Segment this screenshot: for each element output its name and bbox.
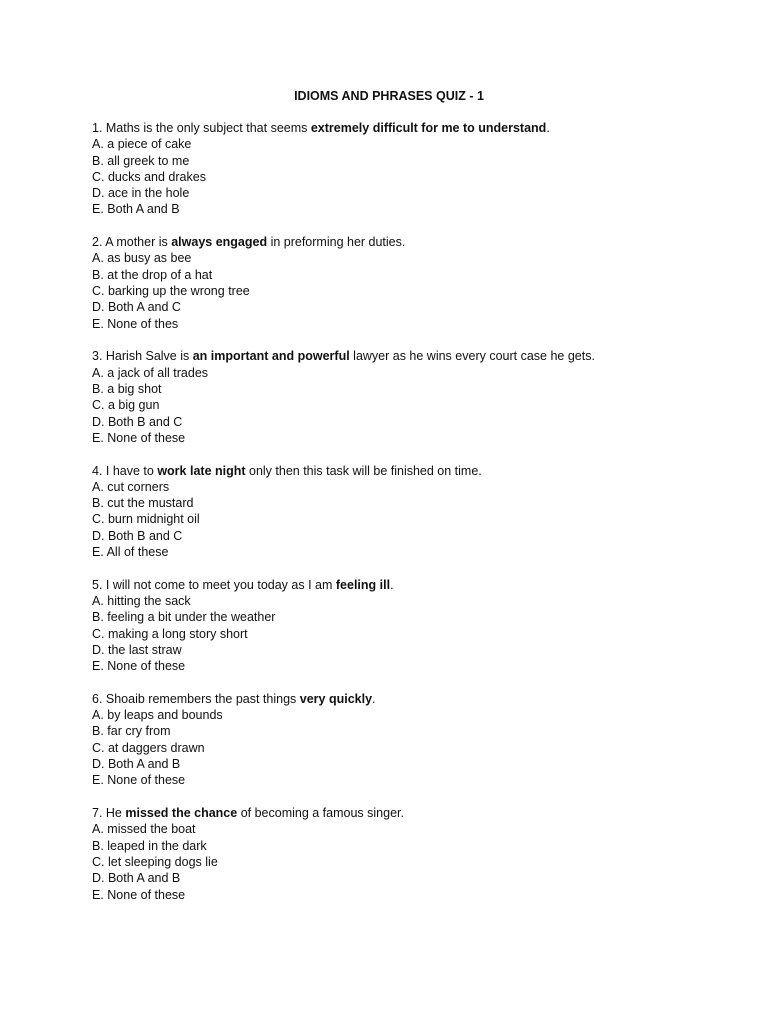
option-e: E. All of these <box>92 545 169 559</box>
question-stem <box>92 805 732 821</box>
option-a: A. a jack of all trades <box>92 365 209 380</box>
stem-text: 6. Shoaib remembers the past things <box>92 691 300 706</box>
option-d: D. Both B and C <box>92 414 183 429</box>
option-c: C. a big gun <box>92 398 160 413</box>
option-b: B. far cry from <box>92 724 171 739</box>
stem-text: 5. I will not come to meet you today as I am <box>92 577 336 592</box>
option-e: E. None of thes <box>92 316 179 331</box>
stem-bold-phrase: missed the chance <box>125 806 238 821</box>
option-c: C. making a long story short <box>92 626 248 641</box>
question-stem <box>92 577 732 593</box>
stem-text: 3. Harish Salve is <box>92 349 193 364</box>
question-stem <box>92 691 732 707</box>
question-list <box>92 120 732 919</box>
page-title: IDIOMS AND PHRASES QUIZ - 1 <box>294 89 484 103</box>
question-stem <box>92 348 732 364</box>
question-stem <box>92 120 732 136</box>
stem-bold-phrase: an important and powerful <box>192 349 350 364</box>
option-a: A. as busy as bee <box>92 251 192 266</box>
stem-text-end: only then this task will be finished on time. <box>245 463 482 478</box>
question-4 <box>92 463 732 561</box>
question-3 <box>92 348 732 446</box>
question-5 <box>92 577 732 675</box>
question-stem <box>92 463 732 479</box>
stem-text: 4. I have to <box>92 463 158 478</box>
stem-text-end: . <box>390 577 394 592</box>
question-1 <box>92 120 732 218</box>
option-e: E. None of these <box>92 773 186 788</box>
stem-text-end: of becoming a famous singer. <box>237 806 404 821</box>
option-a: A. by leaps and bounds <box>92 708 223 723</box>
question-7 <box>92 805 732 903</box>
stem-text: 2. A mother is <box>92 235 172 250</box>
stem-bold-phrase: always engaged <box>171 235 268 250</box>
stem-bold-phrase: extremely difficult for me to understand <box>310 121 547 135</box>
option-a: A. cut corners <box>92 479 170 494</box>
option-d: D. Both A and B <box>92 757 181 772</box>
question-stem <box>92 234 732 250</box>
option-b: B. all greek to me <box>92 153 190 168</box>
question-2 <box>92 234 732 332</box>
option-b: B. at the drop of a hat <box>92 267 213 282</box>
stem-text-end: . <box>372 691 376 706</box>
option-d: D. the last straw <box>92 642 182 657</box>
option-a: A. hitting the sack <box>92 593 191 608</box>
option-a: A. a piece of cake <box>92 137 192 152</box>
option-e: E. None of these <box>92 659 186 674</box>
option-c: C. at daggers drawn <box>92 740 205 755</box>
option-d: D. Both A and C <box>92 300 181 315</box>
option-e: E. None of these <box>92 430 186 445</box>
stem-bold-phrase: very quickly <box>299 691 373 706</box>
option-b: B. a big shot <box>92 381 162 396</box>
question-6 <box>92 691 732 789</box>
stem-text-end: . <box>546 121 550 135</box>
option-e: E. None of these <box>92 887 186 902</box>
stem-text-end: in preforming her duties. <box>267 235 406 250</box>
option-b: B. leaped in the dark <box>92 838 207 853</box>
option-a: A. missed the boat <box>92 822 196 837</box>
option-c: C. burn midnight oil <box>92 512 200 527</box>
stem-text: 1. Maths is the only subject that seems <box>92 121 311 135</box>
stem-text-end: lawyer as he wins every court case he gets. <box>349 349 595 364</box>
option-d: D. Both B and C <box>92 528 183 543</box>
option-c: C. barking up the wrong tree <box>92 284 250 299</box>
option-b: B. cut the mustard <box>92 496 194 511</box>
option-c: C. let sleeping dogs lie <box>92 854 218 869</box>
stem-bold-phrase: work late night <box>157 463 246 478</box>
option-d: D. ace in the hole <box>92 186 190 201</box>
stem-bold-phrase: feeling ill <box>335 577 391 592</box>
option-b: B. feeling a bit under the weather <box>92 610 276 625</box>
option-e: E. Both A and B <box>92 202 180 217</box>
stem-text: 7. He <box>92 806 126 821</box>
option-d: D. Both A and B <box>92 871 181 886</box>
option-c: C. ducks and drakes <box>92 169 206 184</box>
